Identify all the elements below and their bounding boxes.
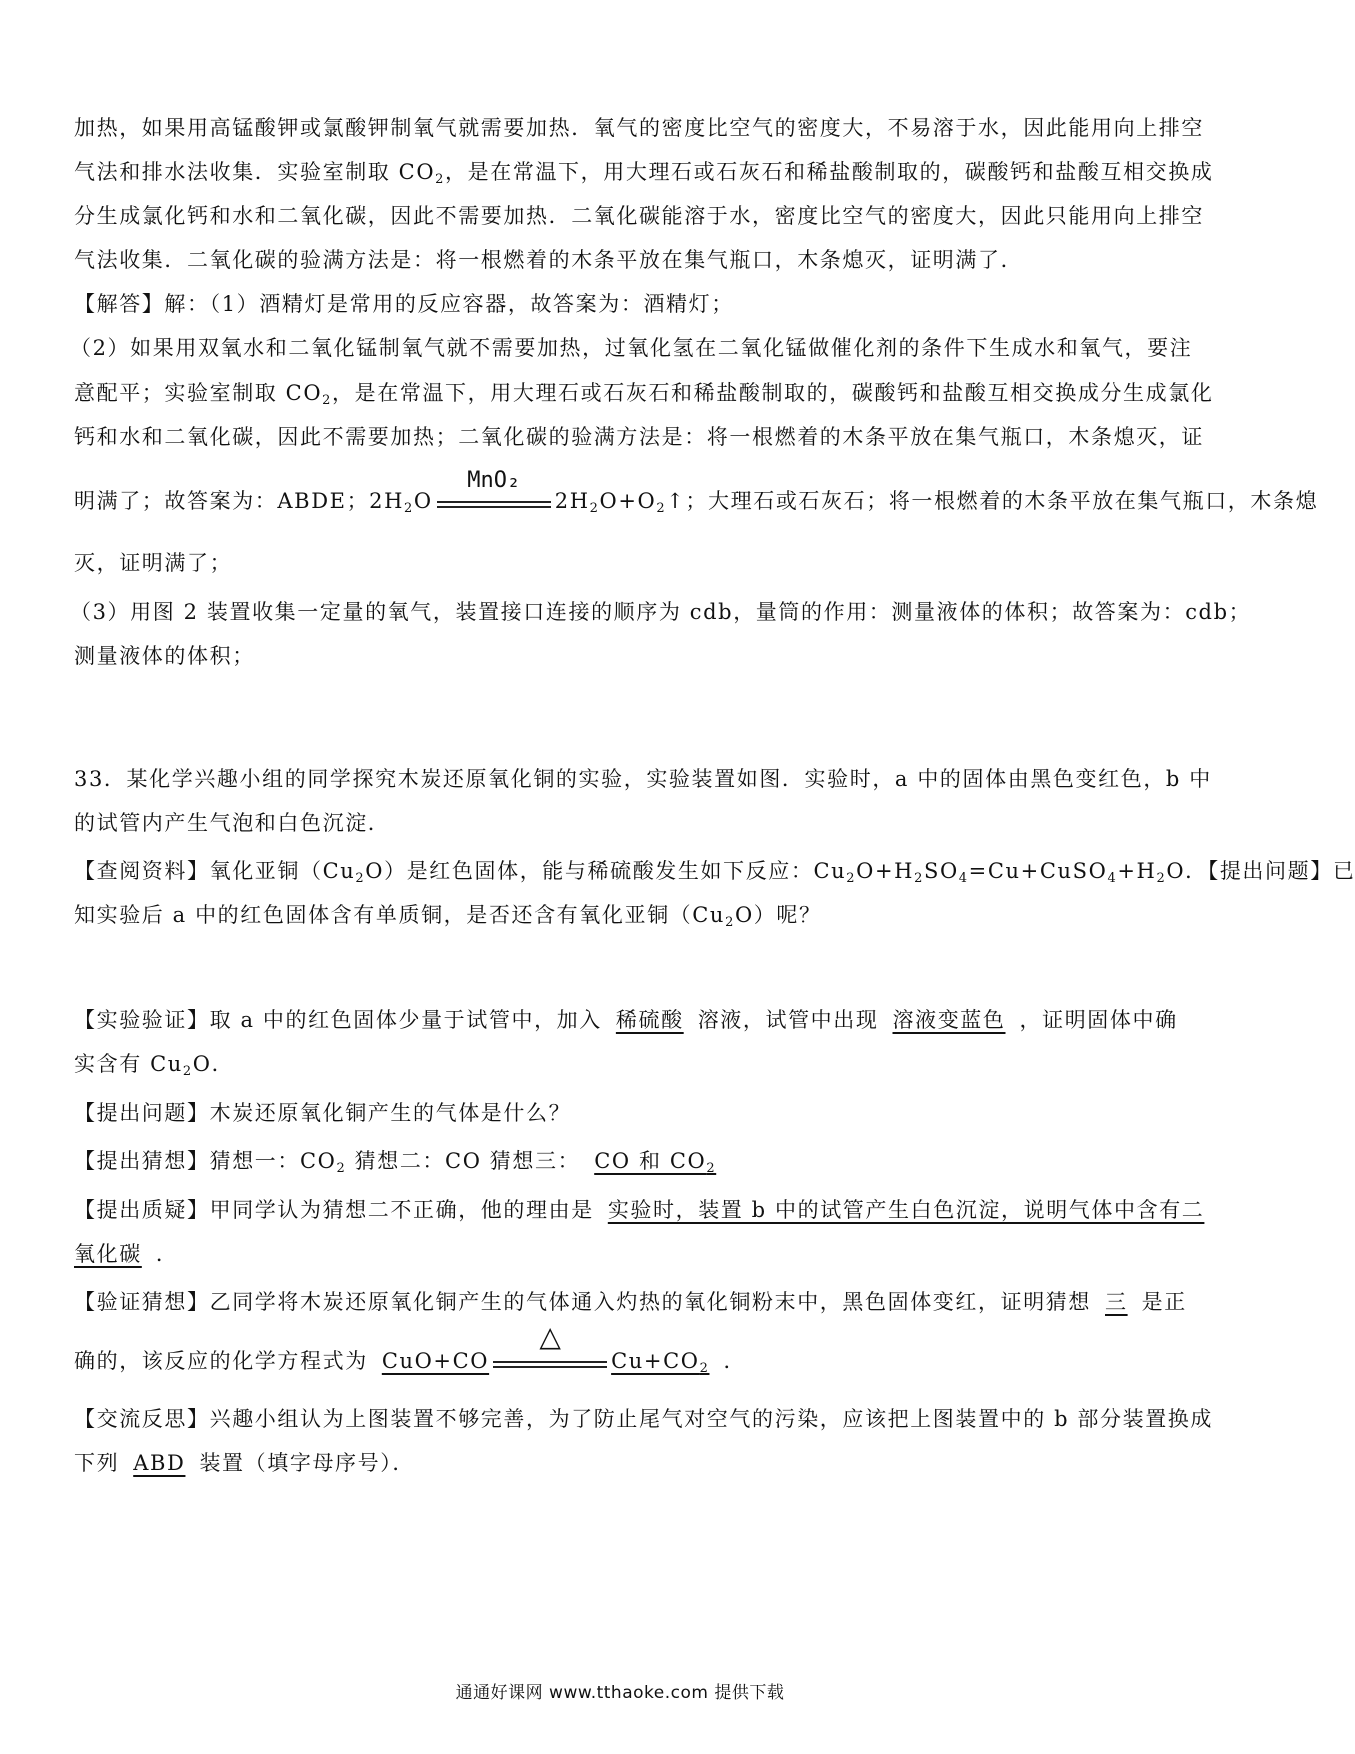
subscript: 2 xyxy=(846,871,857,886)
text: SO xyxy=(923,859,959,883)
text: 气法收集．二氧化碳的验满方法是：将一根燃着的木条平放在集气瓶口，木条熄灭，证明满了． xyxy=(74,248,1024,272)
text: 【交流反思】兴趣小组认为上图装置不够完善，为了防止尾气对空气的污染，应该把上图装置中的 b 部分装置换成 xyxy=(74,1407,1213,1431)
text-line xyxy=(74,808,1166,838)
subscript: 2 xyxy=(725,915,735,930)
answer-blank: ABD xyxy=(133,1451,186,1475)
text-line xyxy=(74,1005,1178,1035)
answer-text: CO 和 CO xyxy=(594,1149,707,1173)
text: 明满了；故答案为：ABDE；2H xyxy=(74,489,405,513)
text: （3）用图 2 装置收集一定量的氧气，装置接口连接的顺序为 cdb，量筒的作用：测量液体的体积；故答案为：cdb； xyxy=(70,600,1252,624)
subscript: 2 xyxy=(322,393,333,408)
text: O+O xyxy=(599,489,657,513)
equation-line xyxy=(74,467,1319,518)
text: 2H xyxy=(554,489,590,513)
text: 【验证猜想】乙同学将木炭还原氧化铜产生的气体通入灼热的氧化铜粉末中，黑色固体变红，证明猜想 xyxy=(74,1290,1091,1314)
subscript: 2 xyxy=(1156,871,1167,886)
text-line xyxy=(74,1404,1213,1434)
text: 【查阅资料】氧化亚铜（Cu xyxy=(74,859,356,883)
answer-text: Cu+CO xyxy=(611,1349,700,1373)
text: O xyxy=(413,489,433,513)
text: ． xyxy=(155,1242,179,1266)
reaction-condition xyxy=(491,1319,609,1378)
text: 测量液体的体积； xyxy=(74,644,255,668)
equals-bar xyxy=(493,1361,607,1363)
subscript: 4 xyxy=(1107,871,1118,886)
text-line xyxy=(74,1098,1166,1128)
text-line xyxy=(74,548,1166,578)
text: O． xyxy=(192,1052,235,1076)
answer-blank: 实验时，装置 b 中的试管产生白色沉淀，说明气体中含有二 xyxy=(607,1198,1205,1222)
answer-blank: 氧化碳 xyxy=(74,1242,142,1266)
text: 灭，证明满了； xyxy=(74,551,233,575)
text-line xyxy=(74,1195,1205,1225)
subscript: 2 xyxy=(182,1064,193,1079)
text: 的试管内产生气泡和白色沉淀． xyxy=(74,811,391,835)
text: 【解答】解：（1）酒精灯是常用的反应容器，故答案为：酒精灯； xyxy=(74,292,734,316)
text: 知实验后 a 中的红色固体含有单质铜，是否还含有氧化亚铜（Cu xyxy=(74,903,726,927)
equals-bar xyxy=(437,501,551,503)
text: 【提出猜想】猜想一：CO xyxy=(74,1149,337,1173)
text-line xyxy=(74,289,1166,319)
answer-blank xyxy=(368,1319,724,1376)
text-line xyxy=(74,900,1166,930)
text: ，是在常温下，用大理石或石灰石和稀盐酸制取的，碳酸钙和盐酸互相交换成分生成氯化 xyxy=(332,381,1214,405)
subscript: 2 xyxy=(706,1161,717,1176)
text: 33．某化学兴趣小组的同学探究木炭还原氧化铜的实验，实验装置如图．实验时，a 中的固体由黑色变红色，b 中 xyxy=(74,767,1212,791)
text: O+H xyxy=(856,859,915,883)
text-line xyxy=(74,1239,1166,1269)
subscript: 2 xyxy=(656,501,667,516)
text-line xyxy=(74,422,1204,452)
text: 实含有 Cu xyxy=(74,1052,183,1076)
subscript: 2 xyxy=(699,1361,710,1376)
heat-symbol: △ xyxy=(539,1319,561,1353)
text: O．【提出问题】已 xyxy=(1166,859,1355,883)
text-line xyxy=(74,113,1204,143)
equals-bar xyxy=(437,506,551,508)
text: 猜想二：CO 猜想三： xyxy=(346,1149,581,1173)
text-line xyxy=(74,1287,1187,1317)
subscript: 2 xyxy=(914,871,924,886)
text: 溶液，试管中出现 xyxy=(697,1008,879,1032)
text: 分生成氯化钙和水和二氧化碳，因此不需要加热．二氧化碳能溶于水，密度比空气的密度大，因此只能用向上排空 xyxy=(74,204,1204,228)
text: 意配平；实验室制取 CO xyxy=(74,381,323,405)
text: ↑；大理石或石灰石；将一根燃着的木条平放在集气瓶口，木条熄 xyxy=(666,489,1319,513)
text: 加热，如果用高锰酸钾或氯酸钾制氧气就需要加热．氧气的密度比空气的密度大，不易溶于水，因此能用向上排空 xyxy=(74,116,1204,140)
catalyst-label: MnO₂ xyxy=(467,467,521,493)
text: +H xyxy=(1117,859,1157,883)
text-line xyxy=(74,378,1214,408)
subscript: 2 xyxy=(355,871,366,886)
text: 装置（填字母序号）． xyxy=(199,1451,415,1475)
text: ． xyxy=(723,1349,747,1373)
text: O）是红色固体，能与稀硫酸发生如下反应：Cu xyxy=(365,859,847,883)
equation-line xyxy=(74,1319,1166,1378)
text-line xyxy=(74,1049,1166,1079)
equals-bar xyxy=(493,1366,607,1368)
text: 是正 xyxy=(1141,1290,1187,1314)
text: 气法和排水法收集．实验室制取 CO xyxy=(74,160,436,184)
text-line xyxy=(70,333,1193,363)
subscript: 2 xyxy=(589,501,600,516)
text: 【提出质疑】甲同学认为猜想二不正确，他的理由是 xyxy=(74,1198,594,1222)
text: ，是在常温下，用大理石或石灰石和稀盐酸制取的，碳酸钙和盐酸互相交换成 xyxy=(445,160,1214,184)
text: 确的，该反应的化学方程式为 xyxy=(74,1349,368,1373)
text: 【实验验证】取 a 中的红色固体少量于试管中，加入 xyxy=(74,1008,602,1032)
question-line xyxy=(74,764,1212,794)
text-line xyxy=(74,245,1166,275)
text: =Cu+CuSO xyxy=(968,859,1108,883)
answer-blank: 三 xyxy=(1105,1290,1128,1314)
answer-blank xyxy=(580,1149,730,1176)
subscript: 2 xyxy=(336,1161,347,1176)
answer-text: CuO+CO xyxy=(381,1349,490,1373)
answer-blank: 稀硫酸 xyxy=(615,1008,684,1032)
text-line xyxy=(70,597,1252,627)
text: O）呢？ xyxy=(734,903,822,927)
text: 【提出问题】木炭还原氧化铜产生的气体是什么？ xyxy=(74,1101,572,1125)
text-line xyxy=(74,856,1355,886)
text: （2）如果用双氧水和二氧化锰制氧气就不需要加热，过氧化氢在二氧化锰做催化剂的条件下生成水和氧气，要注 xyxy=(70,336,1193,360)
text: 钙和水和二氧化碳，因此不需要加热；二氧化碳的验满方法是：将一根燃着的木条平放在集气瓶口，木条熄灭，证 xyxy=(74,425,1204,449)
subscript: 4 xyxy=(958,871,969,886)
text-line xyxy=(74,1448,1166,1478)
text-line xyxy=(74,201,1204,231)
reaction-condition xyxy=(435,467,553,518)
answer-blank: 溶液变蓝色 xyxy=(892,1008,1006,1032)
text: ，证明固体中确 xyxy=(1019,1008,1178,1032)
text-line xyxy=(74,641,1166,671)
subscript: 2 xyxy=(404,501,414,516)
text-line xyxy=(74,1146,1166,1176)
text: 下列 xyxy=(74,1451,120,1475)
page-footer: 通通好课网 www.tthaoke.com 提供下载 xyxy=(455,1683,785,1703)
text-line xyxy=(74,157,1214,187)
subscript: 2 xyxy=(435,172,446,187)
